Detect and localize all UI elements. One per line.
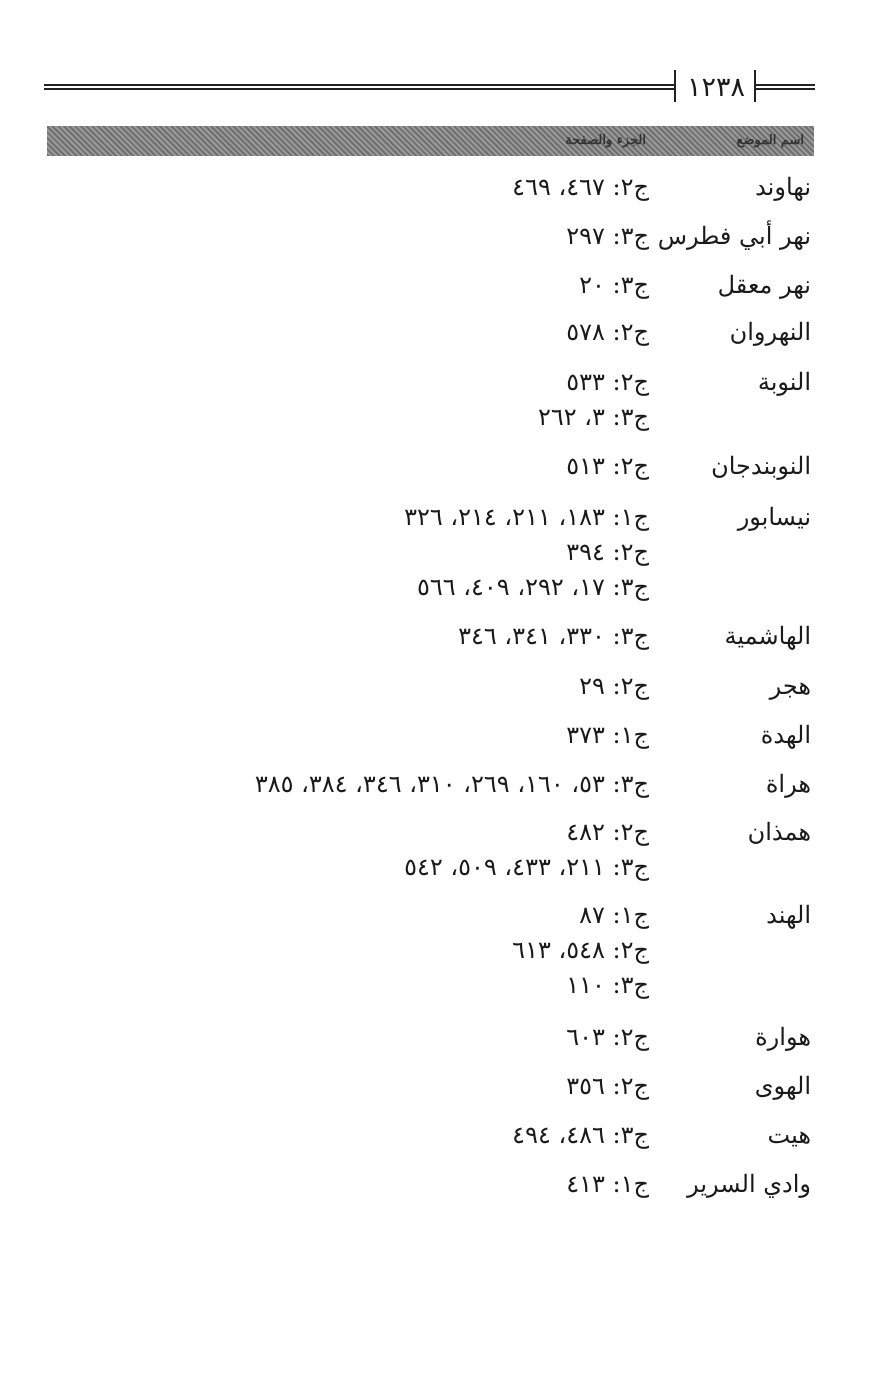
volume-page-ref: ج٢: ٢٩ [579, 672, 649, 700]
volume-page-ref: ج٢: ٣٥٦ [566, 1072, 649, 1100]
volume-page-ref: ج٣: ٣٣٠، ٣٤١، ٣٤٦ [458, 622, 649, 650]
volume-page-ref: ج٣: ١٧، ٢٩٢، ٤٠٩، ٥٦٦ [416, 573, 649, 601]
volume-page-ref: ج١: ١٨٣، ٢١١، ٢١٤، ٣٢٦ [404, 503, 649, 531]
place-name: الهاشمية [724, 622, 811, 650]
volume-page-ref: ج٢: ٥٧٨ [566, 318, 649, 346]
place-name: النهروان [729, 318, 811, 346]
column-header-place: اسم الموضع [736, 133, 804, 148]
column-header-ref: الجزء والصفحة [565, 133, 646, 148]
volume-page-ref: ج٣: ٢٠ [579, 271, 649, 299]
header-rule-left [44, 84, 674, 90]
volume-page-ref: ج٣: ٣، ٢٦٢ [537, 403, 649, 431]
page-number: ١٢٣٨ [686, 72, 745, 103]
volume-page-ref: ج١: ٨٧ [579, 901, 649, 929]
page-header [44, 70, 815, 110]
header-bar-left [674, 70, 676, 102]
place-name: همذان [747, 818, 811, 846]
place-name: الهند [766, 901, 811, 929]
volume-page-ref: ج٢: ٤٦٧، ٤٦٩ [512, 173, 649, 201]
place-name: هيت [767, 1121, 811, 1149]
volume-page-ref: ج٢: ٥٤٨، ٦١٣ [512, 936, 649, 964]
volume-page-ref: ج٢: ٥٣٣ [566, 368, 649, 396]
volume-page-ref: ج٣: ٢٩٧ [566, 222, 649, 250]
volume-page-ref: ج٢: ٣٩٤ [566, 538, 649, 566]
volume-page-ref: ج١: ٤١٣ [566, 1170, 649, 1198]
volume-page-ref: ج٣: ٢١١، ٤٣٣، ٥٠٩، ٥٤٢ [404, 853, 649, 881]
place-name: النوبندجان [711, 452, 811, 480]
volume-page-ref: ج٢: ٥١٣ [566, 452, 649, 480]
volume-page-ref: ج٢: ٤٨٢ [566, 818, 649, 846]
place-name: هراة [765, 770, 811, 798]
place-name: هوارة [755, 1023, 811, 1051]
place-name: وادي السرير [687, 1170, 811, 1198]
place-name: الهوى [754, 1072, 811, 1100]
place-name: النوبة [757, 368, 811, 396]
volume-page-ref: ج٣: ٥٣، ١٦٠، ٢٦٩، ٣١٠، ٣٤٦، ٣٨٤، ٣٨٥ [254, 770, 649, 798]
place-name: نهر أبي فطرس [657, 222, 811, 250]
volume-page-ref: ج١: ٣٧٣ [566, 721, 649, 749]
place-name: نيسابور [737, 503, 811, 531]
volume-page-ref: ج٣: ٤٨٦، ٤٩٤ [512, 1121, 649, 1149]
place-name: نهاوند [755, 173, 811, 201]
header-rule-right [756, 84, 815, 90]
place-name: الهدة [760, 721, 811, 749]
volume-page-ref: ج٣: ١١٠ [566, 971, 649, 999]
volume-page-ref: ج٢: ٦٠٣ [566, 1023, 649, 1051]
place-name: هجر [769, 672, 811, 700]
column-header-band [47, 126, 814, 156]
place-name: نهر معقل [717, 271, 811, 299]
